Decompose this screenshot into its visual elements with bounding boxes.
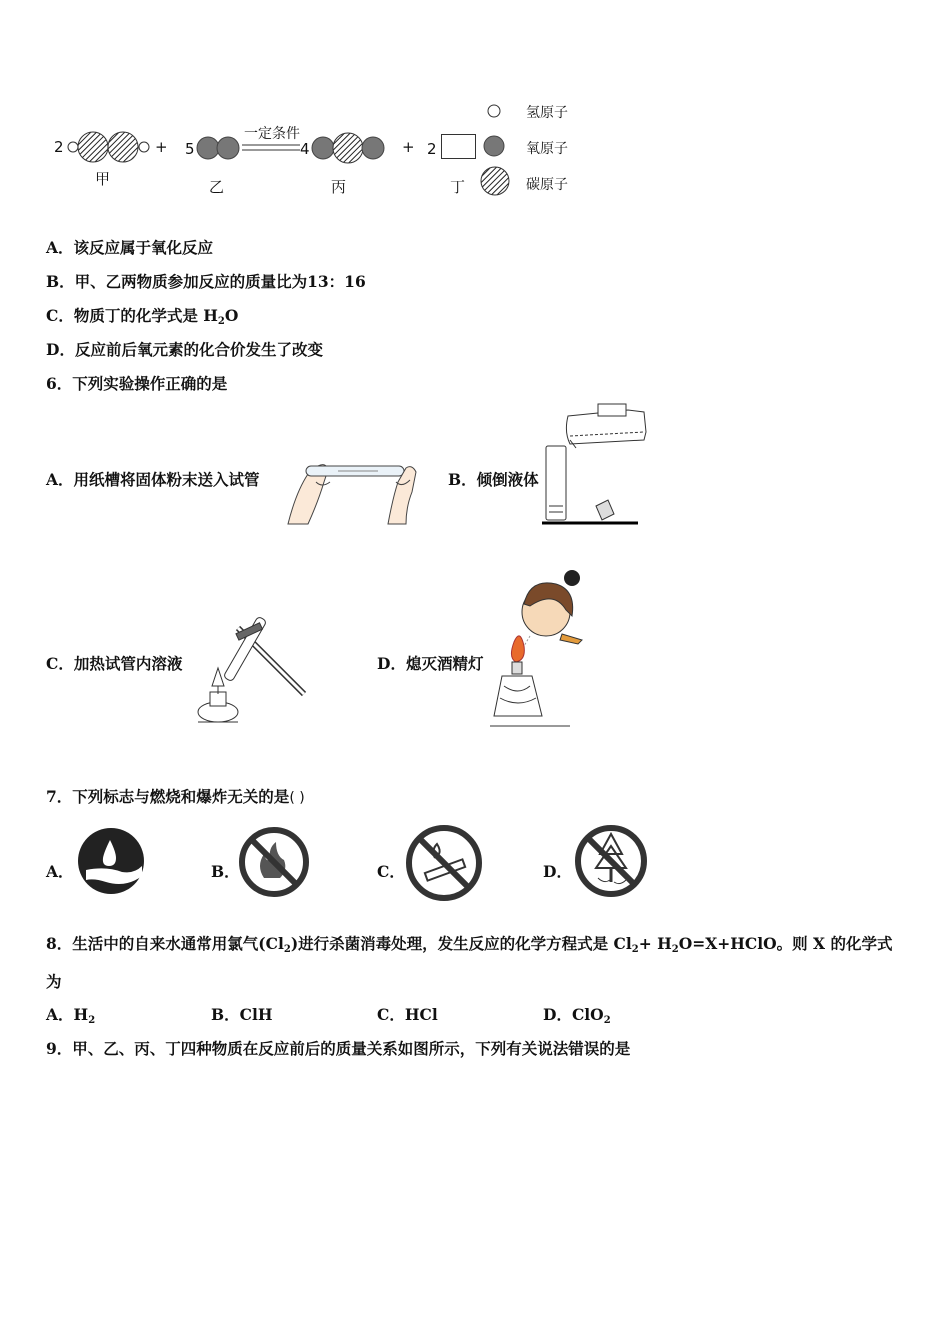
option-letter: B． (211, 1005, 240, 1024)
subscript: 2 (671, 944, 679, 955)
q6-option-c[interactable] (46, 652, 182, 674)
option-letter: C． (46, 654, 74, 673)
water-sign-icon (76, 826, 146, 896)
q7-option-d[interactable] (543, 860, 572, 882)
option-letter: D． (543, 1005, 572, 1024)
coef-yi: 5 (185, 140, 195, 158)
question-number: 9． (46, 1039, 73, 1058)
question-number: 6． (46, 374, 73, 393)
option-text: 甲、乙两物质参加反应的质量比为13：16 (74, 272, 366, 291)
q8-option-a[interactable] (46, 1003, 95, 1026)
q6-option-d[interactable] (377, 652, 483, 674)
question-text: 生活中的自来水通常用氯气(Cl (72, 934, 284, 953)
formula: ClH (239, 1005, 273, 1024)
q7-option-c[interactable] (377, 860, 405, 882)
subscript: 2 (631, 944, 639, 955)
reaction-condition: 一定条件 (244, 126, 300, 142)
legend-carbon: 碳原子 (526, 177, 568, 193)
molecule-ding-box (441, 134, 477, 160)
question-number: 8． (46, 934, 73, 953)
option-text: 熄灭酒精灯 (405, 654, 484, 673)
option-letter: C． (377, 1005, 405, 1024)
q8-stem-line2 (46, 970, 62, 992)
question-text: O=X+HClO。则 X 的化学式 (678, 934, 893, 953)
hydrogen-atom-icon (486, 103, 502, 119)
formula-subscript: 2 (217, 316, 225, 327)
formula: ClO (571, 1005, 604, 1024)
q7-option-b[interactable] (211, 860, 240, 882)
option-letter: A． (46, 862, 74, 881)
pour-liquid-icon (540, 402, 652, 527)
plus-sign: + (155, 138, 168, 156)
option-text: 物质丁的化学式是 (73, 306, 198, 325)
formula-subscript: 2 (88, 1015, 96, 1026)
q8-option-c[interactable] (377, 1003, 438, 1025)
formula-subscript: 2 (603, 1015, 611, 1026)
question-text: + H (638, 934, 672, 953)
q5-option-a[interactable] (46, 236, 213, 258)
formula: H (203, 306, 218, 325)
legend-hydrogen: 氢原子 (526, 105, 568, 121)
carbon-atom-icon (480, 166, 510, 196)
formula: HCl (404, 1005, 438, 1024)
heat-test-tube-icon (192, 616, 307, 731)
option-text: 反应前后氧元素的化合价发生了改变 (74, 340, 323, 359)
option-letter: B． (448, 470, 477, 489)
name-yi: 乙 (209, 178, 225, 196)
option-text: 加热试管内溶液 (73, 654, 183, 673)
question-text: 下列实验操作正确的是 (72, 374, 228, 393)
q8-option-d[interactable] (543, 1003, 611, 1026)
option-letter: C． (377, 862, 405, 881)
molecule-yi-icon (196, 136, 241, 162)
answer-paren: ( ) (289, 790, 305, 806)
option-letter: A． (46, 470, 74, 489)
formula: O (224, 306, 239, 325)
legend-oxygen: 氧原子 (526, 141, 568, 157)
plus-sign-2: + (402, 138, 415, 156)
q5-option-d[interactable] (46, 338, 323, 360)
q5-option-b[interactable] (46, 270, 366, 292)
option-letter: D． (377, 654, 406, 673)
question-text: 下列标志与燃烧和爆炸无关的是 (72, 787, 290, 806)
name-ding: 丁 (450, 178, 466, 196)
option-letter: A． (46, 1005, 74, 1024)
question-text: 甲、乙、丙、丁四种物质在反应前后的质量关系如图所示，下列有关说法错误的是 (72, 1039, 631, 1058)
option-letter: A． (46, 238, 74, 257)
option-letter: B． (211, 862, 240, 881)
subscript: 2 (283, 944, 291, 955)
q8-option-b[interactable] (211, 1003, 272, 1025)
blow-out-lamp-icon (490, 566, 610, 731)
option-letter: D． (46, 340, 75, 359)
formula: H (73, 1005, 89, 1024)
question-text: )进行杀菌消毒处理，发生反应的化学方程式是 Cl (290, 934, 632, 953)
q7-stem (46, 785, 305, 807)
name-bing: 丙 (331, 178, 347, 196)
option-letter: D． (543, 862, 572, 881)
q6-option-a[interactable] (46, 468, 260, 490)
q6-stem (46, 372, 227, 394)
question-text: 为 (46, 972, 62, 991)
option-text: 用纸槽将固体粉末送入试管 (73, 470, 260, 489)
molecule-jia-icon (66, 128, 156, 168)
name-jia: 甲 (95, 170, 111, 188)
option-letter: B． (46, 272, 75, 291)
molecule-bing-icon (311, 132, 391, 166)
q6-option-b[interactable] (448, 468, 539, 490)
no-smoking-sign-icon (405, 824, 483, 902)
q7-option-a[interactable] (46, 860, 74, 882)
equals-arrow-icon (242, 143, 302, 153)
q5-option-c[interactable] (46, 304, 238, 327)
oxygen-atom-icon (482, 134, 506, 158)
coef-bing: 4 (300, 140, 310, 158)
no-fire-sign-icon (238, 826, 310, 898)
coef-jia: 2 (54, 138, 64, 156)
q9-stem (46, 1037, 630, 1059)
q8-stem (46, 932, 892, 955)
paper-trough-tube-icon (278, 452, 428, 527)
coef-ding: 2 (427, 140, 437, 158)
option-text: 倾倒液体 (476, 470, 539, 489)
option-text: 该反应属于氧化反应 (73, 238, 214, 257)
option-letter: C． (46, 306, 74, 325)
no-logging-sign-icon (574, 824, 648, 898)
question-number: 7． (46, 787, 73, 806)
